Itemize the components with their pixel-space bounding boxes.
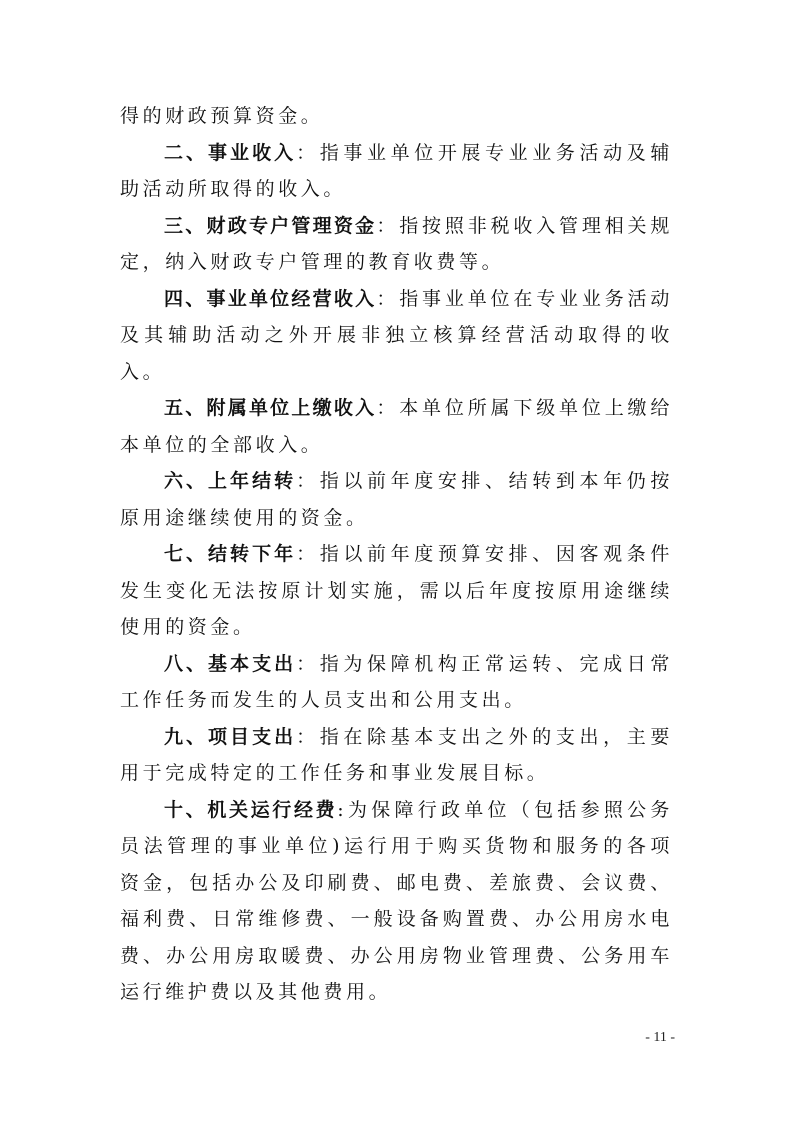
definition-term: 七、结转下年 [164, 543, 297, 565]
page-number-text: - 11 - [645, 1030, 675, 1045]
definition-separator: ： [296, 543, 320, 565]
definition-text: 指以前年度安排、结转到本年仍按原用途继续使用的资金。 [120, 470, 673, 529]
definition-separator: : [337, 798, 348, 821]
definition-paragraph-4 [120, 281, 673, 391]
definition-term: 三、财政专户管理资金 [164, 214, 377, 237]
definition-text: 本单位所属下级单位上缴给本单位的全部收入。 [120, 397, 673, 456]
definition-term: 八、基本支出 [164, 652, 297, 675]
definition-term: 四、事业单位经营收入 [164, 287, 377, 310]
definition-paragraph-5 [120, 390, 673, 463]
definition-paragraph-8 [120, 646, 673, 719]
definition-text: 指按照非税收入管理相关规定，纳入财政专户管理的教育收费等。 [120, 214, 673, 273]
definition-text: 指在除基本支出之外的支出，主要用于完成特定的工作任务和事业发展目标。 [120, 725, 673, 784]
definition-text: 指事业单位开展专业业务活动及辅助活动所取得的收入。 [120, 141, 673, 200]
definition-text: 为保障行政单位（包括参照公务员法管理的事业单位)运行用于购买货物和服务的各项资金，包括办公及印刷费、邮电费、差旅费、会议费、福利费、日常维修费、一般设备购置费、办公用房水电费、办公用房取暖费、办公用房物业管理费、公务用车运行维护费以及其他费用。 [120, 798, 673, 1003]
definition-term: 五、附属单位上缴收入 [164, 397, 377, 419]
definition-term: 六、上年结转 [164, 470, 297, 492]
definition-text: 指为保障机构正常运转、完成日常工作任务而发生的人员支出和公用支出。 [120, 652, 673, 711]
definition-paragraph-2 [120, 135, 673, 208]
definition-text: 指事业单位在专业业务活动及其辅助活动之外开展非独立核算经营活动取得的收入。 [120, 287, 673, 383]
definition-term: 二、事业收入 [164, 141, 297, 164]
definition-paragraph-3 [120, 208, 673, 281]
definition-text: 指以前年度预算安排、因客观条件发生变化无法按原计划实施，需以后年度按原用途继续使用的资金。 [120, 543, 673, 638]
definition-separator: ： [296, 725, 320, 748]
definition-separator: ： [376, 214, 400, 237]
definition-paragraph-9 [120, 719, 673, 792]
definition-separator: ： [296, 652, 320, 675]
definition-separator: ： [376, 397, 400, 419]
definition-paragraph-10 [120, 792, 673, 1011]
continuation-paragraph: 得的财政预算资金。 [120, 105, 324, 127]
definition-paragraph-6 [120, 463, 673, 536]
definition-term: 九、项目支出 [164, 725, 297, 748]
document-body [120, 98, 673, 1011]
definition-separator: ： [376, 287, 400, 310]
definition-separator: ： [296, 470, 320, 492]
page-number [0, 1030, 793, 1046]
definition-separator: ： [296, 141, 320, 164]
definition-paragraph-7 [120, 536, 673, 646]
definition-term: 十、机关运行经费 [164, 798, 338, 821]
